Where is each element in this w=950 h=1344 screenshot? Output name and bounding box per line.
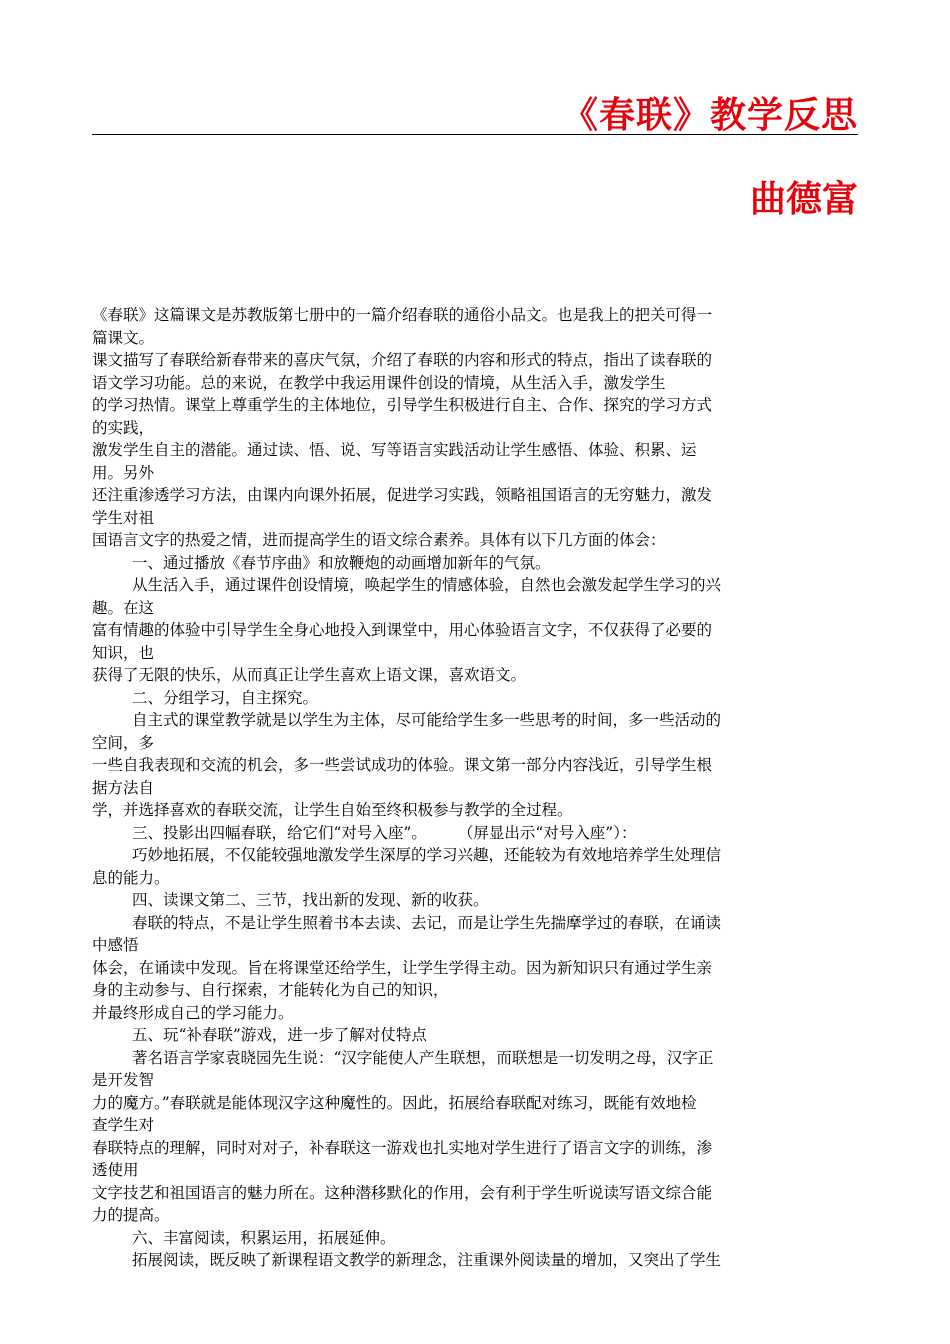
- body-line: 巧妙地拓展，不仅能较强地激发学生深厚的学习兴趣，还能较为有效地培养学生处理信: [132, 846, 722, 864]
- body-line: 著名语言学家袁晓园先生说：“汉字能使人产生联想，而联想是一切发明之母，汉字正: [132, 1048, 714, 1067]
- body-line: 的实践，: [92, 418, 155, 437]
- body-line: 春联的特点，不是让学生照着书本去读、去记，而是让学生先揣摩学过的春联，在诵读: [132, 913, 722, 932]
- body-line: 力的提高。: [92, 1206, 170, 1224]
- body-line: 获得了无限的快乐，从而真正让学生喜欢上语文课，喜欢语文。: [92, 666, 527, 684]
- body-line: 中感悟: [92, 936, 139, 954]
- body-line: 的学习热情。课堂上尊重学生的主体地位，引导学生积极进行自主、合作、探究的学习方式: [92, 396, 713, 414]
- body-line: 息的能力。: [92, 868, 170, 887]
- body-line: 激发学生自主的潜能。通过读、悟、说、写等语言实践活动让学生感悟、体验、积累、运: [92, 441, 697, 459]
- body-line: 趣。在这: [92, 598, 155, 617]
- body-line: 力的魔方。”春联就是能体现汉字这种魔性的。因此，拓展给春联配对练习，既能有效地检: [92, 1093, 697, 1112]
- body-line: 春联特点的理解，同时对对子，补春联这一游戏也扎实地对学生进行了语言文字的训练，渗: [92, 1138, 713, 1157]
- body-line: 还注重渗透学习方法，由课内向课外拓展，促进学习实践，领略祖国语言的无穷魅力，激发: [92, 486, 713, 504]
- body-line: 体会，在诵读中发现。旨在将课堂还给学生，让学生学得主动。因为新知识只有通过学生亲: [92, 958, 713, 977]
- title-divider: [92, 134, 858, 135]
- body-line: 二、分组学习，自主探究。: [132, 688, 319, 707]
- body-line: 透使用: [92, 1161, 139, 1179]
- body-line: 从生活入手，通过课件创设情境，唤起学生的情感体验，自然也会激发起学生学习的兴: [132, 576, 722, 594]
- body-line: 一、通过播放《春节序曲》和放鞭炮的动画增加新年的气氛。: [132, 553, 551, 572]
- body-line: 并最终形成自己的学习能力。: [92, 1003, 294, 1022]
- body-line: 六、丰富阅读，积累运用，拓展延伸。: [132, 1228, 396, 1247]
- body-line: 身的主动参与、自行探索，才能转化为自己的知识，: [92, 981, 449, 999]
- body-line: 四、读课文第二、三节，找出新的发现、新的收获。: [132, 891, 489, 909]
- body-line: 五、玩“补春联”游戏，进一步了解对仗特点: [132, 1026, 427, 1044]
- body-line: 用。另外: [92, 463, 155, 482]
- body-text: [92, 304, 860, 1272]
- body-line: 空间，多: [92, 733, 155, 752]
- body-line: 是开发智: [92, 1071, 155, 1089]
- body-line: 篇课文。: [92, 328, 155, 347]
- body-line: 学生对祖: [92, 508, 155, 527]
- body-line: 富有情趣的体验中引导学生全身心地投入到课堂中，用心体验语言文字，不仅获得了必要的: [92, 621, 713, 639]
- body-line: 学，并选择喜欢的春联交流，让学生自始至终积极参与教学的全过程。: [92, 801, 573, 819]
- body-line: 拓展阅读，既反映了新课程语文教学的新理念，注重课外阅读量的增加，又突出了学生: [132, 1251, 722, 1269]
- body-line: 语文学习功能。总的来说，在教学中我运用课件创设的情境，从生活入手，激发学生: [92, 373, 666, 392]
- body-line: 据方法自: [92, 778, 155, 797]
- document-title: 《春联》教学反思: [561, 95, 858, 136]
- body-line: 文字技艺和祖国语言的魅力所在。这种潜移默化的作用，会有利于学生听说读写语文综合能: [92, 1183, 713, 1202]
- body-line: 三、投影出四幅春联，给它们“对号入座”。 （屏显出示“对号入座”）：: [132, 823, 637, 842]
- body-line: 国语言文字的热爱之情，进而提高学生的语文综合素养。具体有以下几方面的体会：: [92, 531, 666, 549]
- body-line: 知识，也: [92, 643, 155, 662]
- author-name: 曲德富: [749, 179, 858, 220]
- body-line: 《春联》这篇课文是苏教版第七册中的一篇介绍春联的通俗小品文。也是我上的把关可得一: [92, 306, 713, 324]
- body-line: 查学生对: [92, 1116, 155, 1134]
- body-line: 课文描写了春联给新春带来的喜庆气氛，介绍了春联的内容和形式的特点，指出了读春联的: [92, 351, 713, 369]
- body-line: 一些自我表现和交流的机会，多一些尝试成功的体验。课文第一部分内容浅近，引导学生根: [92, 756, 713, 774]
- body-line: 自主式的课堂教学就是以学生为主体，尽可能给学生多一些思考的时间，多一些活动的: [132, 711, 722, 729]
